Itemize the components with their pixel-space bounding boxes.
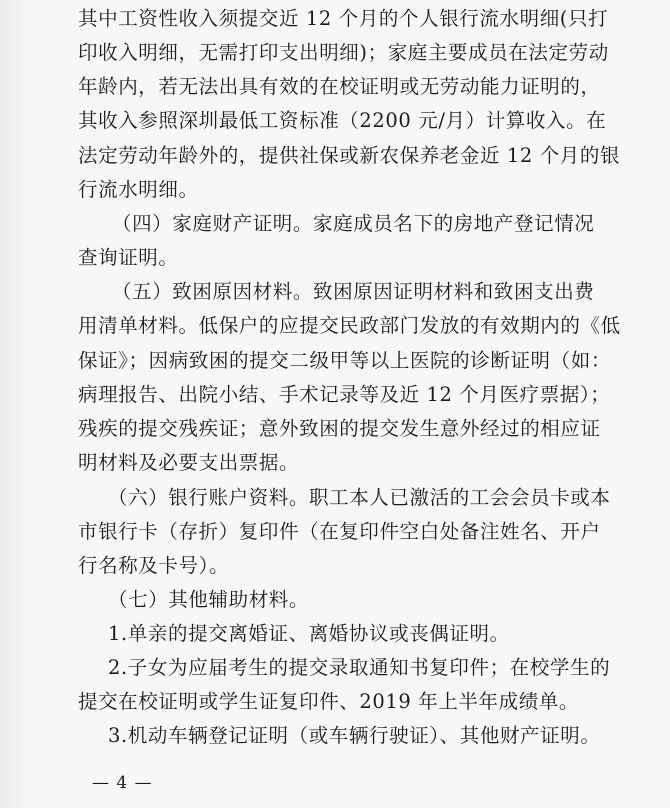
- text-line: 行名称及卡号）。: [78, 554, 230, 577]
- section-heading-5: （五）致困原因材料。致困原因证明材料和致困支出费: [112, 280, 595, 303]
- scan-shadow: [0, 0, 28, 808]
- text-line: 提交在校证明或学生证复印件、2019 年上半年成绩单。: [78, 690, 580, 713]
- text-line: 用清单材料。低保户的应提交民政部门发放的有效期内的《低: [78, 314, 621, 337]
- text-line: 行流水明细。: [78, 178, 199, 201]
- text-line: 其中工资性收入须提交近 12 个月的个人银行流水明细(只打: [78, 7, 609, 30]
- section-heading-6: （六）银行账户资料。职工本人已激活的工会会员卡或本: [108, 486, 611, 509]
- text-line: 市银行卡（存折）复印件（在复印件空白处备注姓名、开户: [78, 520, 601, 543]
- text-line: 查询证明。: [78, 246, 179, 269]
- text-line: 明材料及必要支出票据。: [78, 451, 300, 474]
- text-line: 年龄内，若无法出具有效的在校证明或无劳动能力证明的，: [78, 75, 601, 98]
- text-line: 法定劳动年龄外的，提供社保或新农保养老金近 12 个月的银: [78, 144, 621, 167]
- text-line: 印收入明细，无需打印支出明细)；家庭主要成员在法定劳动: [78, 41, 609, 64]
- text-line: 其收入参照深圳最低工资标准（2200 元/月）计算收入。在: [78, 109, 607, 132]
- text-line: 保证》；因病致困的提交二级甲等以上医院的诊断证明（如：: [78, 349, 611, 372]
- page-number: — 4 —: [92, 773, 153, 793]
- list-item-2: 2.子女为应届考生的提交录取通知书复印件；在校学生的: [108, 656, 611, 679]
- list-item-3: 3.机动车辆登记证明（或车辆行驶证）、其他财产证明。: [108, 724, 601, 747]
- section-heading-7: （七）其他辅助材料。: [108, 588, 310, 611]
- text-line: 病理报告、出院小结、手术记录等及近 12 个月医疗票据）；: [78, 383, 611, 406]
- text-line: 残疾的提交残疾证；意外致困的提交发生意外经过的相应证: [78, 417, 601, 440]
- section-heading-4: （四）家庭财产证明。家庭成员名下的房地产登记情况: [112, 212, 595, 235]
- list-item-1: 1.单亲的提交离婚证、离婚协议或丧偶证明。: [108, 622, 510, 645]
